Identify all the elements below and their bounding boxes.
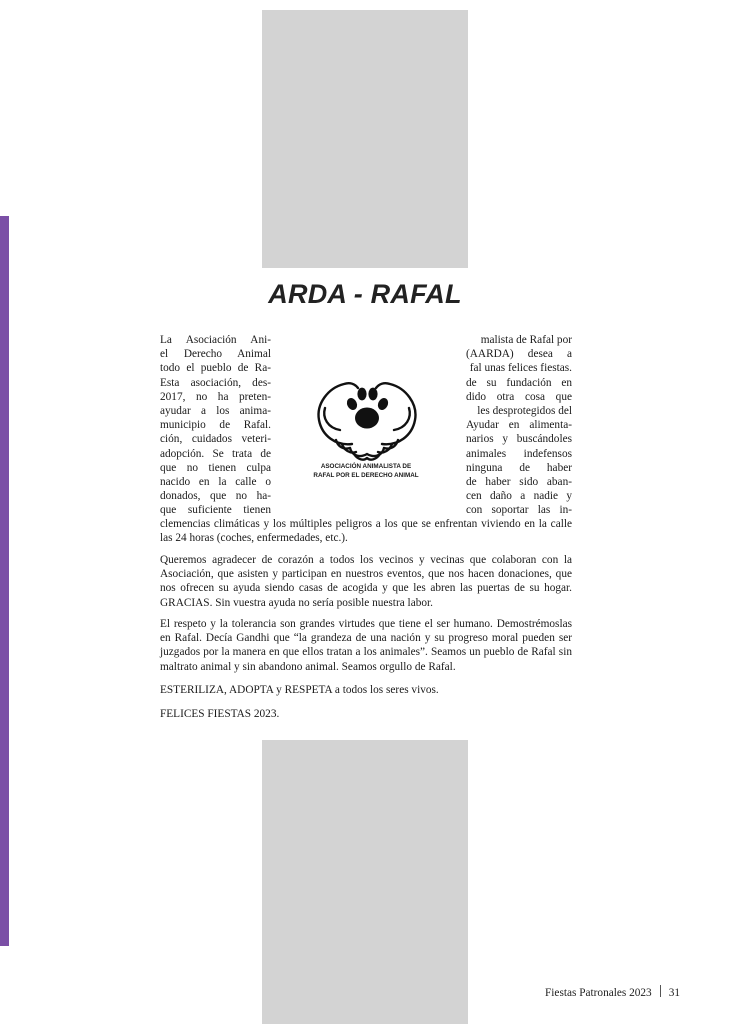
left-line: que suficiente tienen bbox=[160, 504, 271, 517]
right-line: ninguna de haber bbox=[466, 461, 572, 474]
left-text-column bbox=[160, 333, 271, 517]
continued-paragraph bbox=[160, 517, 572, 545]
left-line: el Derecho Animal bbox=[160, 348, 271, 361]
logo-caption-line: ASOCIACIÓN ANIMALISTA DE bbox=[320, 463, 412, 470]
paragraph-text: ESTERILIZA, ADOPTA y RESPETA a todos los seres vivos. bbox=[160, 684, 439, 696]
right-line: de haber sido aban- bbox=[466, 475, 572, 488]
logo-caption bbox=[286, 462, 446, 480]
right-line: animales indefensos bbox=[466, 447, 572, 460]
left-line: Esta asociación, des- bbox=[160, 376, 271, 389]
paragraph-text: clemencias climáticas y los múltiples peligros a los que se enfrentan viviendo en la calle las 24 horas (coches, enfermedades, etc.). bbox=[160, 518, 572, 545]
paragraph-text: FELICES FIESTAS 2023. bbox=[160, 708, 280, 720]
left-line: donados, que no ha- bbox=[160, 490, 271, 503]
accent-side-bar bbox=[0, 216, 9, 946]
right-line: Ayudar en alimenta- bbox=[466, 419, 572, 432]
article-title: ARDA - RAFAL bbox=[268, 279, 462, 309]
right-line: dido otra cosa que bbox=[466, 390, 572, 403]
footer-divider bbox=[660, 985, 661, 997]
left-line: municipio de Rafal. bbox=[160, 419, 271, 432]
left-line: que no tienen culpa bbox=[160, 461, 271, 474]
paragraph-text: Queremos agradecer de corazón a todos los vecinos y vecinas que colaboran con la Asociación, que asisten y participan en nuestros eventos, que nos hacen donaciones, que nos ofrecen su ayuda siendo casas de acogida y que les abren las puertas de su hogar. GRACIAS. Sin vuestra ayuda no sería posible nuestra labor. bbox=[160, 554, 572, 609]
right-line: fal unas felices fiestas. bbox=[469, 362, 572, 375]
thanks-paragraph bbox=[160, 553, 572, 610]
right-text-column bbox=[466, 333, 572, 517]
page-number: 31 bbox=[668, 987, 680, 999]
right-line: (AARDA) desea a bbox=[466, 348, 572, 361]
right-line: les desprotegidos del bbox=[477, 404, 572, 417]
slogan-paragraph bbox=[160, 683, 572, 697]
right-line: narios y buscándoles bbox=[466, 433, 572, 446]
bottom-photo-placeholder bbox=[262, 740, 468, 1024]
paragraph-text: El respeto y la tolerancia son grandes virtudes que tiene el ser humano. Demostrémoslas en Rafal. Decía Gandhi que “la grandeza de una nación y su progreso moral pueden ser juzgados por la manera en que ellos tratan a los animales”. Seamos un pueblo de Rafal sin maltrato animal y sin abandono animal. Seamos orgullo de Rafal. bbox=[160, 618, 572, 673]
logo-caption-line: RAFAL POR EL DERECHO ANIMAL bbox=[313, 472, 419, 479]
right-line: malista de Rafal por bbox=[480, 334, 572, 346]
left-line: nacido en la calle o bbox=[160, 475, 271, 488]
page-footer bbox=[470, 985, 680, 999]
left-line: ayudar a los anima- bbox=[160, 404, 271, 417]
left-line: La Asociación Ani- bbox=[160, 334, 271, 346]
right-line: con soportar las in- bbox=[466, 504, 572, 517]
respect-paragraph bbox=[160, 617, 572, 674]
left-line: adopción. Se trata de bbox=[160, 447, 271, 460]
right-line: cen daño a nadie y bbox=[466, 490, 572, 503]
left-line: ción, cuidados veteri- bbox=[160, 433, 271, 446]
top-photo-placeholder bbox=[262, 10, 468, 268]
footer-publication: Fiestas Patronales 2023 bbox=[545, 987, 652, 999]
left-line: 2017, no ha preten- bbox=[160, 390, 271, 403]
greeting-paragraph bbox=[160, 707, 572, 721]
left-line: todo el pueblo de Ra- bbox=[160, 362, 271, 375]
right-line: de su fundación en bbox=[466, 376, 572, 389]
